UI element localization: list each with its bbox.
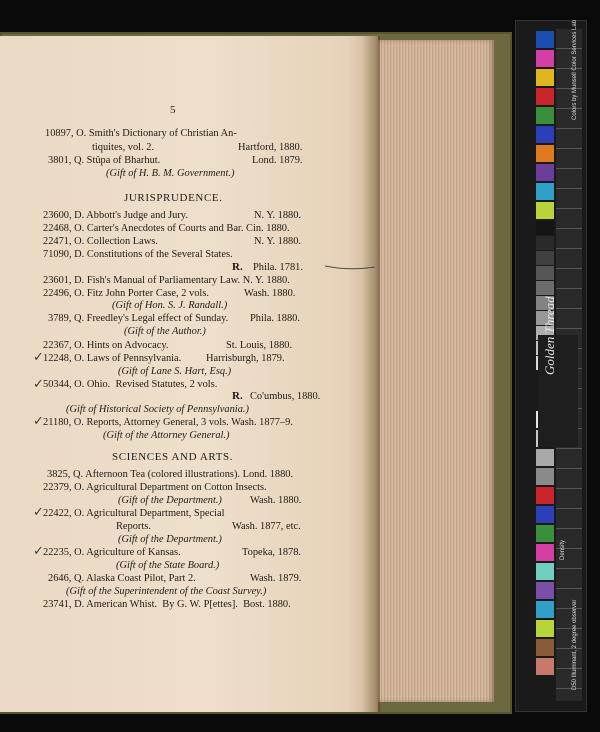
entry-place: St. Louis, 1880. xyxy=(226,340,293,351)
page-number: 5 xyxy=(170,104,176,116)
entry-place: Topeka, 1878. xyxy=(242,547,302,558)
checkmark-icon: ✓ xyxy=(33,376,44,391)
color-patch xyxy=(536,544,554,561)
page-edges xyxy=(378,40,494,702)
entry-place: Wash. 1879. xyxy=(250,573,302,584)
entry-line: 22379, O. Agricultural Department on Cotton Insects. xyxy=(43,482,267,493)
color-patch xyxy=(536,563,554,580)
entry-place: Lond. 1879. xyxy=(252,155,303,166)
entry-line: 22471, O. Collection Laws. xyxy=(43,236,158,247)
color-patch xyxy=(536,69,554,86)
entry-place: Wash. 1880. xyxy=(244,288,296,299)
color-patch xyxy=(536,487,554,504)
color-patch xyxy=(536,88,554,105)
gift-line: (Gift of the Department.) xyxy=(118,534,222,545)
entry-place: Co'umbus, 1880. xyxy=(250,391,321,402)
entry-line: 22422, O. Agricultural Department, Special xyxy=(43,508,225,519)
gray-patch xyxy=(536,266,554,280)
entry-place: Phila. 1781. xyxy=(253,262,303,273)
entry-line: 22468, O. Carter's Anecdotes of Courts and Bar. Cin. 1880. xyxy=(43,223,290,234)
color-patch xyxy=(536,126,554,143)
checkmark-icon: ✓ xyxy=(33,543,44,558)
color-patch xyxy=(536,639,554,656)
entry-line: 22496, O. Fitz John Porter Case, 2 vols. xyxy=(43,288,209,299)
color-patch xyxy=(536,620,554,637)
entry-line: 22235, O. Agriculture of Kansas. xyxy=(43,547,181,558)
entry-line: 12248, O. Laws of Pennsylvania. xyxy=(43,353,182,364)
entry-place: Wash. 1877, etc. xyxy=(232,521,301,532)
entry-place: N. Y. 1880. xyxy=(254,210,302,221)
color-patch xyxy=(536,525,554,542)
logo-text: Golden Thread xyxy=(542,296,557,375)
gray-patch xyxy=(536,251,554,265)
entry-line: 50344, O. Ohio. Revised Statutes, 2 vols. xyxy=(43,379,218,390)
section-heading: SCIENCES AND ARTS. xyxy=(112,451,234,463)
entry-line: 3825, Q. Afternoon Tea (colored illustrations). Lond. 1880. xyxy=(47,469,294,480)
r-mark: R. xyxy=(232,390,243,402)
entry-line: 3801, Q. Stûpa of Bharhut. xyxy=(48,155,161,166)
gray-patch xyxy=(536,236,554,250)
color-patch xyxy=(536,468,554,485)
color-patch xyxy=(536,449,554,466)
gift-line: (Gift of Hon. S. J. Randall.) xyxy=(112,300,228,311)
entry-line: 23741, D. American Whist. By G. W. P[ettes]. Bost. 1880. xyxy=(43,599,291,610)
color-patch xyxy=(536,164,554,181)
gift-line: (Gift of the State Board.) xyxy=(116,560,220,571)
gift-line: (Gift of the Author.) xyxy=(124,326,206,337)
entry-place: N. Y. 1880. xyxy=(254,236,302,247)
checkmark-icon: ✓ xyxy=(33,349,44,364)
r-mark: R. xyxy=(232,261,243,273)
entry-place: Wash. 1880. xyxy=(250,495,302,506)
gift-line: (Gift of Lane S. Hart, Esq.) xyxy=(118,366,232,377)
color-patch xyxy=(536,107,554,124)
color-patch xyxy=(536,145,554,162)
gray-patch xyxy=(536,281,554,295)
checkmark-icon: ✓ xyxy=(33,413,44,428)
entry-place: Phila. 1880. xyxy=(250,313,300,324)
entry-line: tiquites, vol. 2. xyxy=(92,142,155,153)
gift-line: (Gift of H. B. M. Government.) xyxy=(106,168,235,179)
entry-place: Harrisburgh, 1879. xyxy=(206,353,285,364)
page-gutter xyxy=(362,36,380,712)
golden-thread-logo xyxy=(538,296,578,447)
color-patch xyxy=(536,50,554,67)
entry-line: 23600, D. Abbott's Judge and Jury. xyxy=(43,210,188,221)
entry-line: 2646, Q. Alaska Coast Pilot, Part 2. xyxy=(48,573,196,584)
gift-line: (Gift of the Department.) xyxy=(118,495,222,506)
entry-line: 3789, Q. Freedley's Legal effect of Sunday. xyxy=(48,313,229,324)
entry-line: 21180, O. Reports, Attorney General, 3 vols. Wash. 1877–9. xyxy=(43,417,293,428)
gift-line: (Gift of Historical Society of Pennsylvania.) xyxy=(66,404,249,415)
section-heading: JURISPRUDENCE. xyxy=(124,192,223,204)
gift-line: (Gift of the Superintendent of the Coast Survey.) xyxy=(66,586,267,597)
entry-place: Hartford, 1880. xyxy=(238,142,303,153)
target-caption: Colors by Munsell Color Services Lab xyxy=(572,19,578,120)
checkmark-icon: ✓ xyxy=(33,504,44,519)
color-patch xyxy=(536,601,554,618)
color-patch xyxy=(536,506,554,523)
color-patch xyxy=(536,183,554,200)
color-patch xyxy=(536,31,554,48)
target-caption: D50 Illuminant, 2 degree observer xyxy=(572,599,578,690)
entry-line: Reports. xyxy=(116,521,151,532)
color-patch xyxy=(536,202,554,219)
entry-line: 10897, O. Smith's Dictionary of Christian An- xyxy=(45,128,237,139)
pencil-mark xyxy=(325,262,375,272)
density-label: Density xyxy=(560,539,566,560)
gift-line: (Gift of the Attorney General.) xyxy=(103,430,230,441)
gray-patch xyxy=(536,221,554,235)
entry-line: 22367, O. Hints on Advocacy. xyxy=(43,340,169,351)
color-patch xyxy=(536,658,554,675)
color-patch xyxy=(536,582,554,599)
entry-line: 71090, D. Constitutions of the Several States. xyxy=(43,249,233,260)
entry-line: 23601, D. Fish's Manual of Parliamentary Law. N. Y. 1880. xyxy=(43,275,290,286)
